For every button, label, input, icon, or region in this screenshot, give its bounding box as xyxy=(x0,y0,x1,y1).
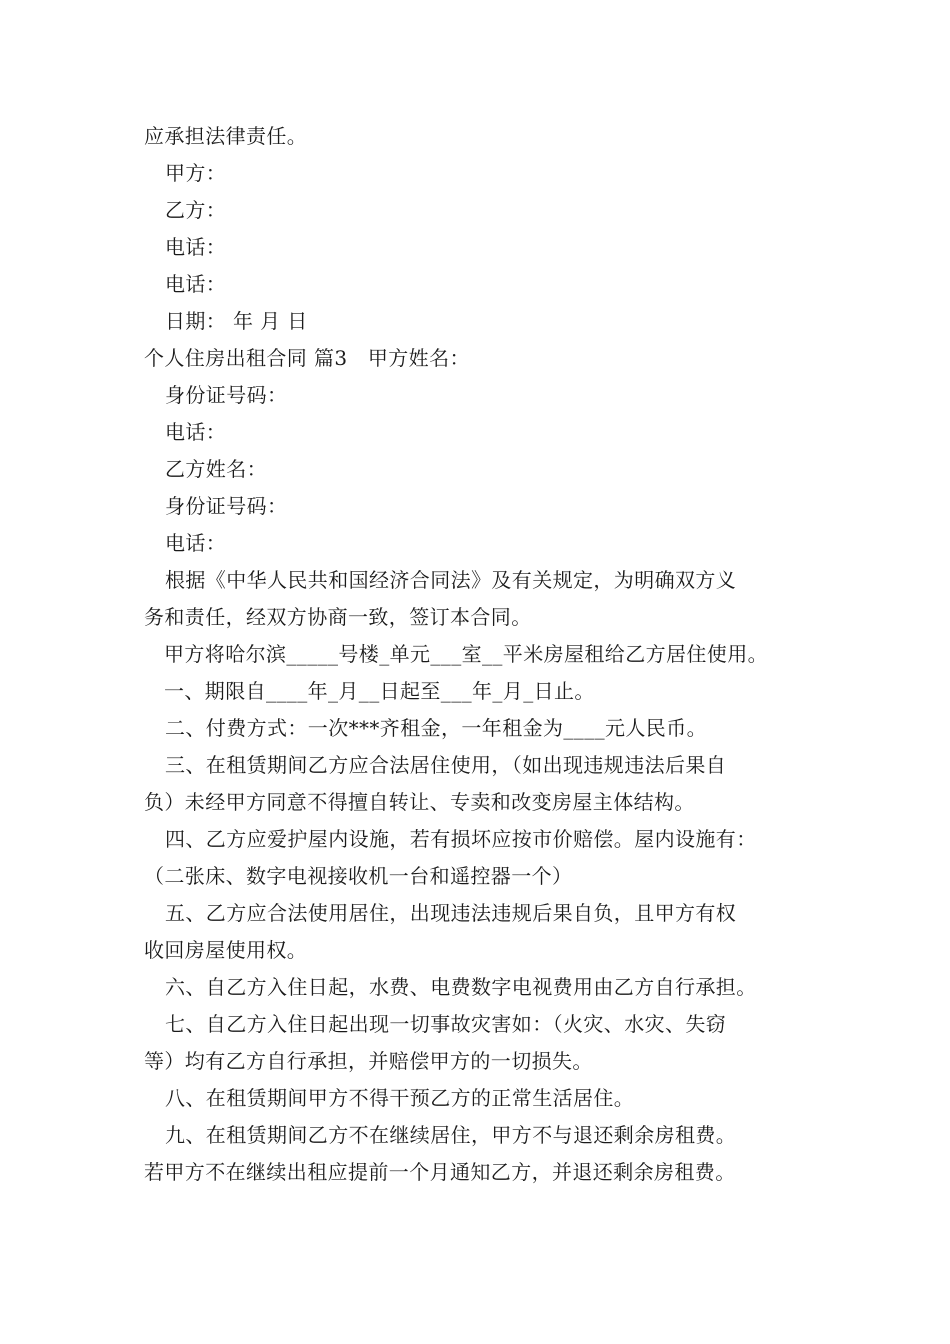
paragraph-line: 根据《中华人民共和国经济合同法》及有关规定，为明确双方义 xyxy=(165,568,737,592)
clause-7: 七、自乙方入住日起出现一切事故灾害如：（火灾、水灾、失窃 xyxy=(165,1012,727,1036)
clause-9: 九、在租赁期间乙方不在继续居住，甲方不与退还剩余房租费。 xyxy=(165,1123,737,1147)
clause-5-cont: 收回房屋使用权。 xyxy=(144,938,308,962)
party-a-label: 甲方： xyxy=(165,161,227,185)
clause-9-cont: 若甲方不在继续出租应提前一个月通知乙方，并退还剩余房租费。 xyxy=(144,1160,736,1184)
clause-2: 二、付费方式：一次***齐租金，一年租金为____元人民币。 xyxy=(165,716,707,740)
party-b-name-label: 乙方姓名： xyxy=(165,457,267,481)
phone-label: 电话： xyxy=(165,420,227,444)
clause-7-cont: 等）均有乙方自行承担，并赔偿甲方的一切损失。 xyxy=(144,1049,593,1073)
text-line: 应承担法律责任。 xyxy=(144,124,308,148)
phone-label: 电话： xyxy=(165,272,227,296)
clause-4: 四、乙方应爱护屋内设施，若有损坏应按市价赔偿。屋内设施有： xyxy=(165,827,757,851)
clause-3: 三、在租赁期间乙方应合法居住使用，（如出现违规违法后果自 xyxy=(165,753,727,777)
clause-5: 五、乙方应合法使用居住，出现违法违规后果自负，且甲方有权 xyxy=(165,901,737,925)
date-label: 日期： 年 月 日 xyxy=(165,309,308,333)
id-number-label: 身份证号码： xyxy=(165,494,288,518)
id-number-label: 身份证号码： xyxy=(165,383,288,407)
clause-6: 六、自乙方入住日起，水费、电费数字电视费用由乙方自行承担。 xyxy=(165,975,757,999)
clause-1: 一、期限自____年_月__日起至___年_月_日止。 xyxy=(164,679,595,703)
paragraph-line: 务和责任，经双方协商一致，签订本合同。 xyxy=(144,605,532,629)
clause-8: 八、在租赁期间甲方不得干预乙方的正常生活居住。 xyxy=(165,1086,635,1110)
party-b-label: 乙方： xyxy=(165,198,227,222)
paragraph-line: 甲方将哈尔滨_____号楼_单元___室__平米房屋租给乙方居住使用。 xyxy=(164,642,768,666)
clause-4-cont: （二张床、数字电视接收机一台和遥控器一个） xyxy=(144,864,573,888)
phone-label: 电话： xyxy=(165,531,227,555)
clause-3-cont: 负）未经甲方同意不得擅自转让、专卖和改变房屋主体结构。 xyxy=(144,790,695,814)
document-page xyxy=(144,118,824,1191)
section-heading: 个人住房出租合同 篇3 甲方姓名： xyxy=(144,346,470,370)
phone-label: 电话： xyxy=(165,235,227,259)
